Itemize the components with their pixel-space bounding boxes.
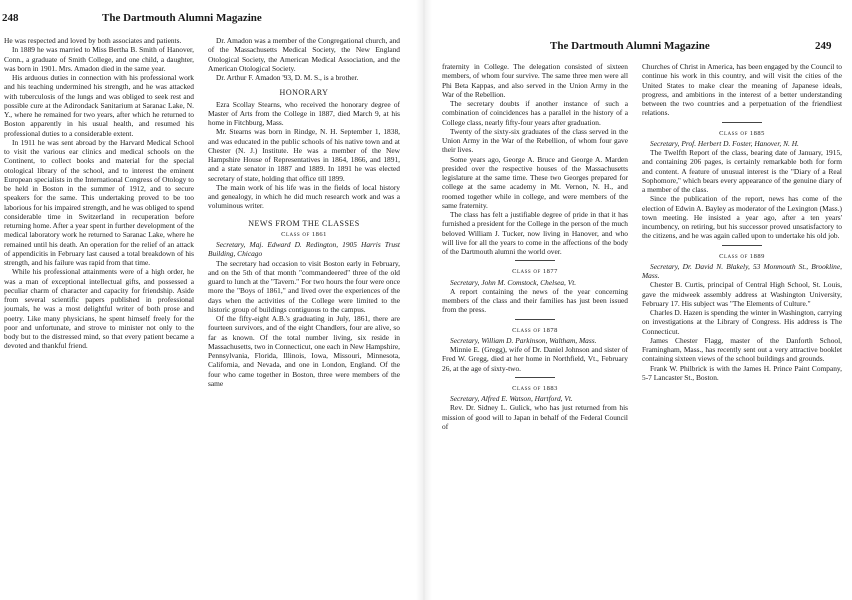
paragraph: In 1911 he was sent abroad by the Harvard Medical School to visit the various ear clinics and medical schools on the Continent, to collect books and material for the special otological library of the school, and to interest the eminent European specialists in the International Congress of Otology to be held in Boston in the summer of 1912, and to secure speakers for the same. This undertaking proved to be too laborious for his impaired strength, and he was obliged to spend considerable time in Switzerland in recuperation before returning home. After a year spent in further development of the medical laboratory work he returned to Saranac Lake, where he remained until his death. An operation for the relief of an attack of appendicitis in February last caused a total breakdown of his strength, and his failure was rapid from that time. — [4, 137, 194, 267]
paragraph: A report containing the news of the year concerning members of the class and their families has just been issued from the press. — [442, 286, 628, 315]
paragraph: Dr. Amadon was a member of the Congregational church, and of the Massachusetts Medical Society, the New England Otological Society, the American Medical Association, and the American Otological Society. — [208, 36, 400, 73]
paragraph: Twenty of the sixty-six graduates of the class served in the Union Army in the War of the Rebellion, of whom four gave their lives. — [442, 126, 628, 155]
paragraph: Chester B. Curtis, principal of Central High School, St. Louis, gave the midweek assembly address at Washington University, February 17. His subject was "The Elements of Culture." — [642, 280, 842, 308]
paragraph: Since the publication of the report, news has come of the election of Edwin A. Bayley as moderator of the Lexington (Mass.) town meeting. He insisted a year ago, after a ten years' incumbency, on retiring, but his successor proved unsatisfactory to the citizens, and he was again called upon to undertake his old job. — [642, 194, 842, 241]
secretary-line-1885: Secretary, Prof. Herbert D. Foster, Hanover, N. H. — [650, 138, 799, 148]
secretary-line-1877: Secretary, John M. Comstock, Chelsea, Vt. — [450, 277, 577, 287]
running-head-right: The Dartmouth Alumni Magazine — [550, 40, 710, 52]
paragraph: The secretary had occasion to visit Boston early in February, and on the 5th of that month "commandeered" three of the old guard to lunch at the "Tavern." For two hours the four were once more the "Boys of 1861," and lived over the experiences of the days when the activities of the College were limited to the historic group of buildings contiguous to the campus. — [208, 258, 400, 314]
paragraph: The Twelfth Report of the class, bearing date of January, 1915, and containing 206 pages, is certainly remarkable both for form and content. A feature of unusual interest is the "Diary of a Real Sophomore," which bears every appearance of the genuine diary of a member of the class. — [642, 148, 842, 194]
paragraph: Frank W. Philbrick is with the James H. Prince Paint Company, 5-7 Lancaster St., Boston. — [642, 363, 842, 382]
right-column-1 — [442, 62, 628, 431]
paragraph: Minnie E. (Gregg), wife of Dr. Daniel Johnson and sister of Fred W. Gregg, died at her home in Northfield, Vt., February 26, at the age of sixty-two. — [442, 345, 628, 373]
paragraph: fraternity in College. The delegation consisted of sixteen members, of whom four survive. The same three men were all Phi Beta Kappas, and also served in the Union Army in the War of the Rebellion. — [442, 62, 628, 99]
secretary-line-1861: Secretary, Maj. Edward D. Redington, 1905 Harris Trust Building, Chicago — [208, 240, 400, 259]
section-rule — [722, 122, 762, 123]
paragraph: James Chester Flagg, master of the Danforth School, Framingham, Mass., has recently sent out a very attractive booklet containing sixteen views of the school buildings and grounds. — [642, 335, 842, 364]
section-rule — [515, 377, 555, 378]
left-page — [0, 0, 416, 600]
class-heading-1861: Class of 1861 — [281, 230, 327, 238]
paragraph: The class has felt a justifiable degree of pride in that it has furnished a president for the College in the person of the much beloved William J. Tucker, now living in Hanover, and who will live for all the years to come in the affections of the body of the Dartmouth alumni the world over. — [442, 210, 628, 256]
left-column-2 — [208, 36, 400, 388]
class-heading-1878: Class of 1878 — [512, 326, 558, 334]
paragraph: In 1889 he was married to Miss Bertha B. Smith of Hanover, Conn., a graduate of Smith College, and one child, a daughter, was born in 1901. Mrs. Amadon died in the same year. — [4, 45, 194, 73]
section-rule — [515, 319, 555, 320]
secretary-line-1889: Secretary, Dr. David N. Blakely, 53 Monmouth St., Brookline, Mass. — [642, 261, 842, 280]
paragraph: Dr. Arthur F. Amadon '93, D. M. S., is a brother. — [216, 73, 359, 82]
right-page — [432, 0, 852, 600]
secretary-line-1878: Secretary, William D. Parkinson, Waltham, Mass. — [450, 335, 597, 345]
paragraph: Mr. Stearns was born in Rindge, N. H. September 1, 1838, and was educated in the public schools of his native town and at Chester (N. J.) Institute. He was a member of the New Hampshire House of Representatives in 1864, 1866, and 1891, and a state senator in 1887 and 1889. In 1891 he was elected secretary of state, holding that office till 1899. — [208, 127, 400, 183]
class-heading-1889: Class of 1889 — [719, 252, 765, 260]
paragraph: Of the fifty-eight A.B.'s graduating in July, 1861, there are fourteen survivors, and of the eight Chandlers, four are alive, so far as known. Of the total number living, six reside in Massachusetts, two in Connecticut, one each in New Hampshire, Pennsylvania, Florida, Illinois, Iowa, Missouri, Minnesota, California, and Nevada, and one in London, England. Of the four who came together in Boston, three were members of the same — [208, 314, 400, 388]
running-head-left: The Dartmouth Alumni Magazine — [102, 12, 262, 24]
paragraph: His arduous duties in connection with his professional work and his teaching undermined his strength, and he was attacked with tuberculosis of the lungs and was obliged to seek rest and possible cure at the Adirondack Sanitarium at Saranac Lake, N. Y., where he remained for two years, after which he returned to Boston apparently in his usual health, and resumed his professional duties to a considerable extent. — [4, 73, 194, 138]
paragraph: The secretary doubts if another instance of such a combination of coincidences has a parallel in the history of a College class, nearly fifty-four years after graduation. — [442, 99, 628, 127]
paragraph: Ezra Scollay Stearns, who received the honorary degree of Master of Arts from the College in 1887, died March 9, at his home in Fitchburg, Mass. — [208, 99, 400, 127]
news-heading: NEWS FROM THE CLASSES — [248, 218, 360, 228]
right-column-2 — [642, 62, 842, 382]
class-heading-1885: Class of 1885 — [719, 129, 765, 137]
page-number-left: 248 — [2, 12, 19, 24]
left-column-1 — [4, 36, 194, 351]
honorary-heading: HONORARY — [279, 88, 329, 98]
class-heading-1883: Class of 1883 — [512, 384, 558, 392]
paragraph: Churches of Christ in America, has been engaged by the Council to continue his work in this country, and will visit the cities of the United States to make clear the meaning of Japanese ideals, progress, and ambitions in the interest of a better understanding between the two countries and a perpetuation of the friendliest relations. — [642, 62, 842, 118]
paragraph: He was respected and loved by both associates and patients. — [4, 36, 182, 45]
section-rule — [722, 245, 762, 246]
paragraph: The main work of his life was in the fields of local history and genealogy, in which he did much research work and was a voluminous writer. — [208, 182, 400, 211]
paragraph: Some years ago, George A. Bruce and George A. Marden presided over the respective houses of the Massachusetts legislature at the same time. These two Georges prepared for college at the same academy in Mt. Vernon, N. H., and roomed together while in college, and were members of the same fraternity. — [442, 154, 628, 210]
secretary-line-1883: Secretary, Alfred E. Watson, Hartford, Vt. — [450, 394, 573, 403]
page-number-right: 249 — [815, 40, 832, 52]
paragraph: Charles D. Hazen is spending the winter in Washington, carrying on investigations at the Library of Congress. His address is The Connecticut. — [642, 308, 842, 336]
class-heading-1877: Class of 1877 — [512, 268, 558, 276]
book-gutter — [416, 0, 432, 600]
section-rule — [515, 260, 555, 261]
paragraph: While his professional attainments were of a high order, he was a man of exceptional intellectual gifts, and possessed a peculiar charm of character and capacity for friendship. Aside from several scientific papers published in professional journals, he was a most delightful writer of both prose and poetry. Like many physicians, he spent himself freely for the poor and unfortunate, and strove to minister not only to the body but to the distressed mind, so that every patient became a devoted and thankful friend. — [4, 267, 194, 351]
paragraph: Rev. Dr. Sidney L. Gulick, who has just returned from his mission of good will to Japan in behalf of the Federal Council of — [442, 403, 628, 431]
